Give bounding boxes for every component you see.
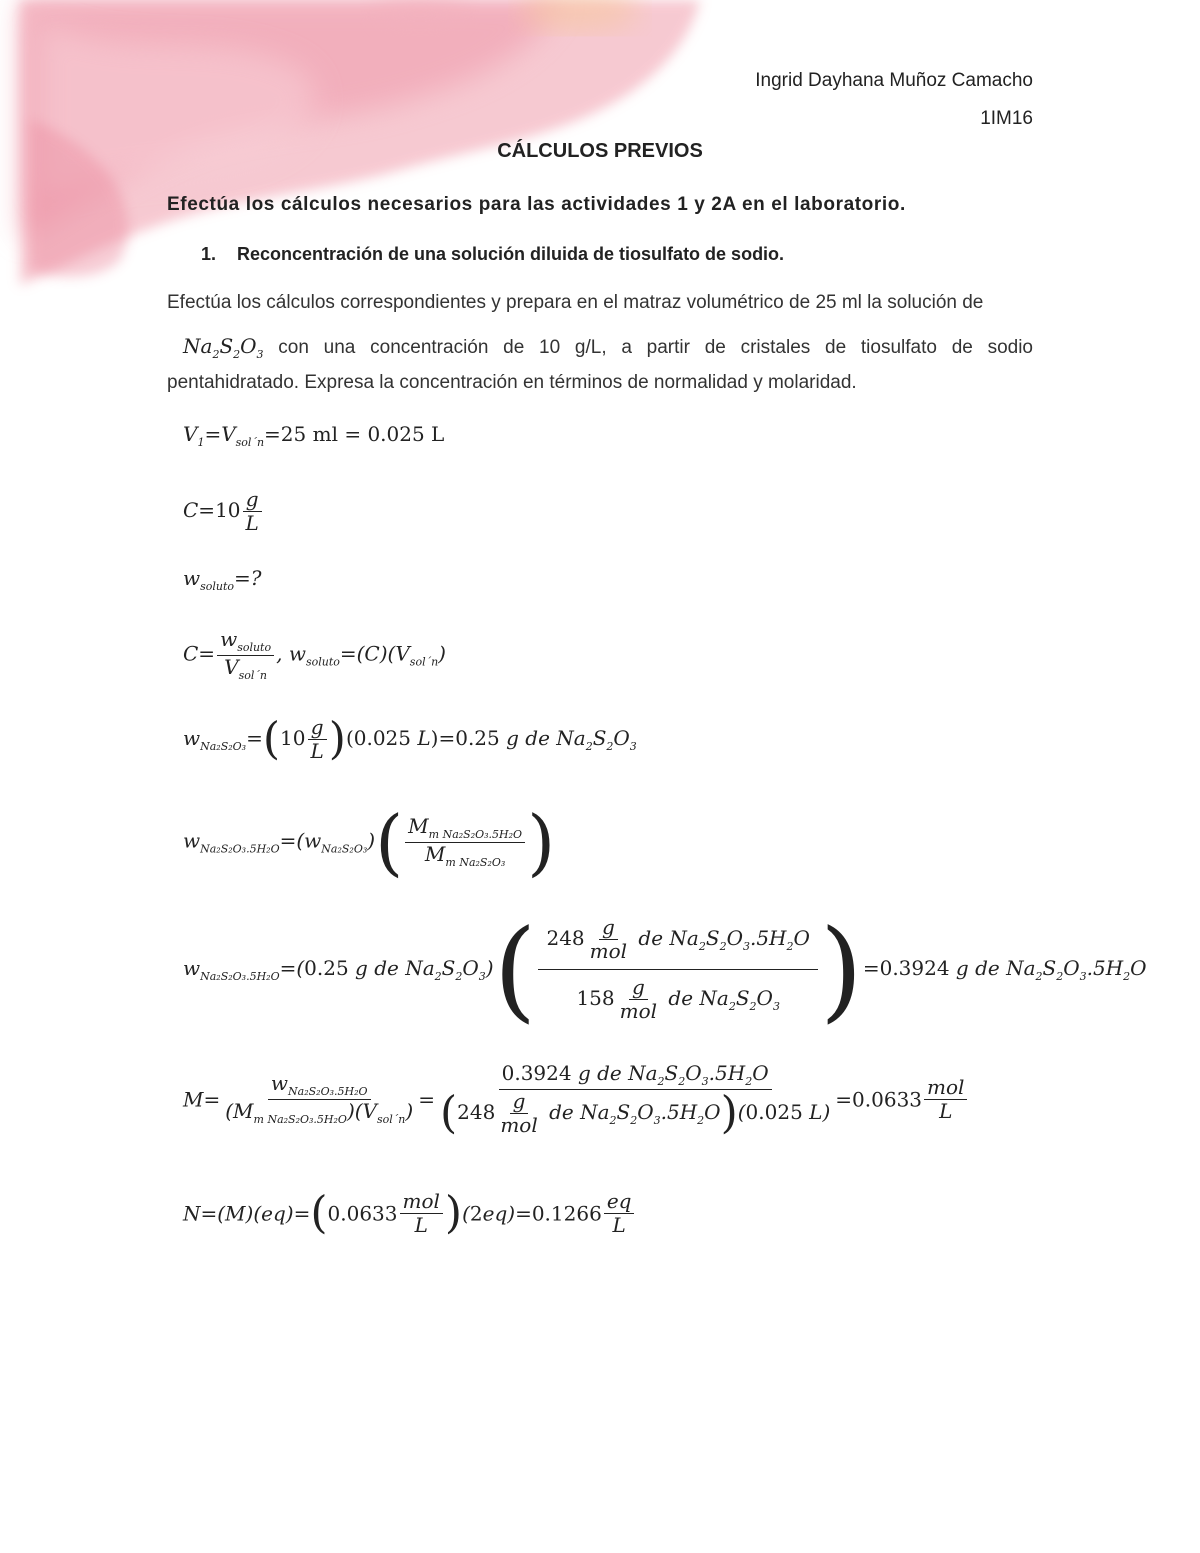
equation-molarity: M= $\frac{w_{Na_2S_2O_3.5H_2O}}{(M_{m Na_2S_2O_3.5H_2O})(V_{sol´n})}$ = 0.3924 g de $Na_2S_2O_3.5H_2O$ (248 $\frac{g}{\text{mol}}$ de $Na_2S_2O_3.5H_2O)(0.025$ L) =0.0633 $\frac{\text{mol}}{L}$ xyxy=(183,1062,969,1137)
equation-hydrate-mass: $w_{Na_2S_2O_3.5H_2O}=(0.25$ g de $Na_2S_2O_3$)( 248 $\frac{g}{\text{mol}}$ de $Na_2S_2O_3.5H_2O$ 158 $\frac{g}{\text{mol}}$ de $Na_2S_2O_3$ )=0.3924 g de $Na_2S_2O_3.5H_2O$ xyxy=(183,905,1147,1034)
molarity-value-2: 0.0633 xyxy=(327,1201,398,1226)
instruction-text: Efectúa los cálculos necesarios para las actividades 1 y 2A en el laboratorio. xyxy=(167,194,906,215)
equivalents-value: 2 xyxy=(469,1201,483,1226)
volume-value: 25 ml = 0.025 L xyxy=(280,422,445,446)
section-text: Reconcentración de una solución diluida de tiosulfato de sodio. xyxy=(237,244,785,264)
paragraph-line-3: pentahidratado. Expresa la concentración en términos de normalidad y molaridad. xyxy=(167,372,857,393)
mass-result: 0.25 xyxy=(455,726,500,750)
concentration-value-2: 10 xyxy=(280,726,306,750)
normality-value: 0.1266 xyxy=(531,1201,602,1226)
equation-volume: $V_1=V_{sol´n}=25$ ml = 0.025 L xyxy=(183,422,445,449)
section-heading xyxy=(201,244,784,265)
author-name: Ingrid Dayhana Muñoz Camacho xyxy=(755,70,1033,91)
equation-normality: N=(M)(eq)=(0.0633 $\frac{\text{mol}}{L}$ )(2eq)=0.1266 $\frac{eq}{L}$ xyxy=(183,1190,636,1237)
equation-mass-formula: C= $\frac{w_{soluto}}{V_{sol´n}}$ , $w_{soluto}=(C)(V_{sol´n})$ xyxy=(183,627,446,682)
molar-mass-hydrate: 248 xyxy=(546,926,585,950)
molarity-value: 0.0633 xyxy=(852,1087,923,1112)
volume-liters-2: 0.025 xyxy=(745,1099,803,1124)
equation-mass-result: $w_{Na_2S_2O_3}=(10$ $\frac{g}{L}$ )(0.025 L)=0.25 g de $Na_2S_2O_3$ xyxy=(183,713,637,765)
equation-hydrate-formula: $w_{Na_2S_2O_3.5H_2O}=(w_{Na_2S_2O_3})$( $\frac{M_{m Na_2S_2O_3.5H_2O}}{M_{m Na_2S_2O_3}}$ ) xyxy=(183,800,556,884)
molar-mass-hydrate-2: 248 xyxy=(457,1099,496,1124)
paragraph-line-1: Efectúa los cálculos correspondientes y prepara en el matraz volumétrico de 25 ml la solución de xyxy=(167,292,984,313)
hydrate-mass: 0.3924 xyxy=(879,956,950,980)
paragraph-line-2-text: con una concentración de 10 g/L, a partir de cristales de tiosulfato de sodio xyxy=(278,337,1033,358)
formula-na2s2o3: $Na_2S_2O_3$ xyxy=(183,334,264,361)
hydrate-mass-2: 0.3924 xyxy=(501,1061,572,1085)
paragraph-line-2 xyxy=(167,334,1033,361)
concentration-value: 10 xyxy=(215,498,241,522)
mass-result-2: 0.25 xyxy=(304,956,349,980)
page-title: CÁLCULOS PREVIOS xyxy=(497,140,703,162)
equation-concentration: C=10 $\frac{g}{L}$ xyxy=(183,488,264,535)
equation-unknown-mass: $w_{soluto}=$? xyxy=(183,566,262,593)
volume-liters: 0.025 xyxy=(353,726,412,750)
molar-mass-anhydrous: 158 xyxy=(576,986,615,1010)
section-number: 1. xyxy=(201,244,217,264)
group-code: 1IM16 xyxy=(980,108,1033,129)
